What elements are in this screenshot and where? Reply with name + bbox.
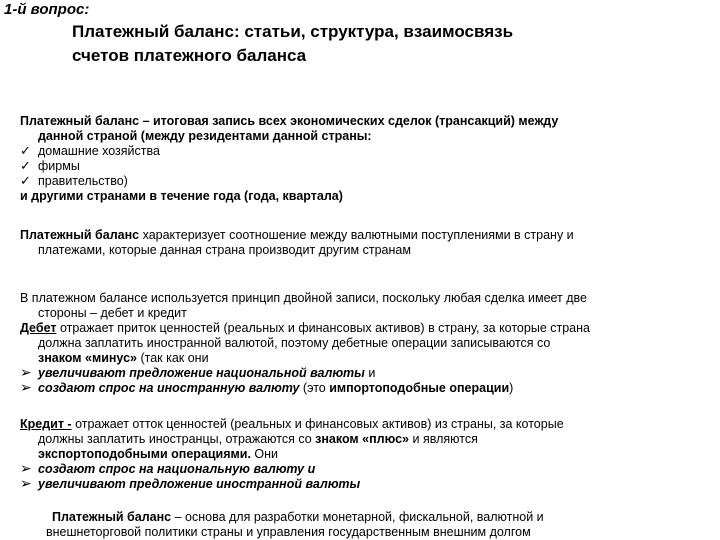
list-item: ✓ домашние хозяйства — [20, 144, 160, 159]
title-line-1: Платежный баланс: статьи, структура, взаимосвязь — [72, 22, 514, 41]
double-entry-line-1: В платежном балансе используется принцип двойной записи, поскольку любая сделка имеет две — [20, 291, 587, 305]
arrow-bullet-icon: ➢ — [20, 365, 32, 381]
list-item: ✓ фирмы — [20, 159, 80, 174]
term-balance: Платежный баланс — [20, 228, 140, 242]
arrow-bullet-icon: ➢ — [20, 380, 32, 396]
question-number: 1-й вопрос: — [4, 1, 90, 18]
check-icon: ✓ — [20, 144, 31, 159]
basis-line-2: внешнеторговой политики страны и управления государственным внешним долгом — [46, 525, 531, 539]
characterizes-section — [20, 228, 700, 258]
list-item: ➢ создают спрос на иностранную валюту (это импортоподобные операции) — [20, 380, 514, 396]
double-entry-line-2: стороны – дебет и кредит — [38, 306, 187, 320]
credit-line-1: Кредит - отражает отток ценностей (реальных и финансовых активов) из страны, за которые — [20, 417, 564, 431]
definition-line-2: данной страной (между резидентами данной страны: — [38, 129, 372, 143]
list-item: ➢ увеличивают предложение иностранной валюты — [20, 476, 361, 492]
characterizes-line-1: Платежный баланс характеризует соотношение между валютными поступлениями в страну и — [20, 228, 574, 242]
characterizes-line-2: платежами, которые данная страна производит другим странам — [38, 243, 411, 257]
title-line-2: счетов платежного баланса — [72, 46, 307, 65]
definition-section — [20, 114, 700, 204]
debit-line-1: Дебет отражает приток ценностей (реальных и финансовых активов) в страну, за которые страна — [20, 321, 590, 335]
arrow-bullet-icon: ➢ — [20, 461, 32, 477]
list-item: ➢ создают спрос на национальную валюту и — [20, 461, 316, 477]
term-credit: Кредит - — [20, 417, 72, 431]
basis-line-1: Платежный баланс – основа для разработки монетарной, фискальной, валютной и — [52, 510, 544, 524]
list-item: ➢ увеличивают предложение национальной валюты и — [20, 365, 376, 381]
definition-line-1: Платежный баланс – итоговая запись всех экономических сделок (трансакций) между — [20, 114, 559, 128]
slide-title — [72, 20, 672, 68]
arrow-bullet-icon: ➢ — [20, 476, 32, 492]
credit-line-3: экспортоподобными операциями. Они — [38, 447, 279, 461]
list-item: ✓ правительство) — [20, 174, 128, 189]
double-entry-section — [20, 291, 700, 396]
check-icon: ✓ — [20, 174, 31, 189]
debit-line-2: должна заплатить иностранной валютой, поэтому дебетные операции записываются со — [38, 336, 551, 350]
definition-closing: и другими странами в течение года (года, квартала) — [20, 189, 343, 203]
check-icon: ✓ — [20, 159, 31, 174]
debit-line-3: знаком «минус» (так как они — [38, 351, 209, 365]
credit-section — [20, 417, 700, 492]
credit-line-2: должны заплатить иностранцы, отражаются со знаком «плюс» и являются — [38, 432, 478, 446]
term-debit: Дебет — [20, 321, 57, 335]
basis-section — [46, 510, 712, 540]
